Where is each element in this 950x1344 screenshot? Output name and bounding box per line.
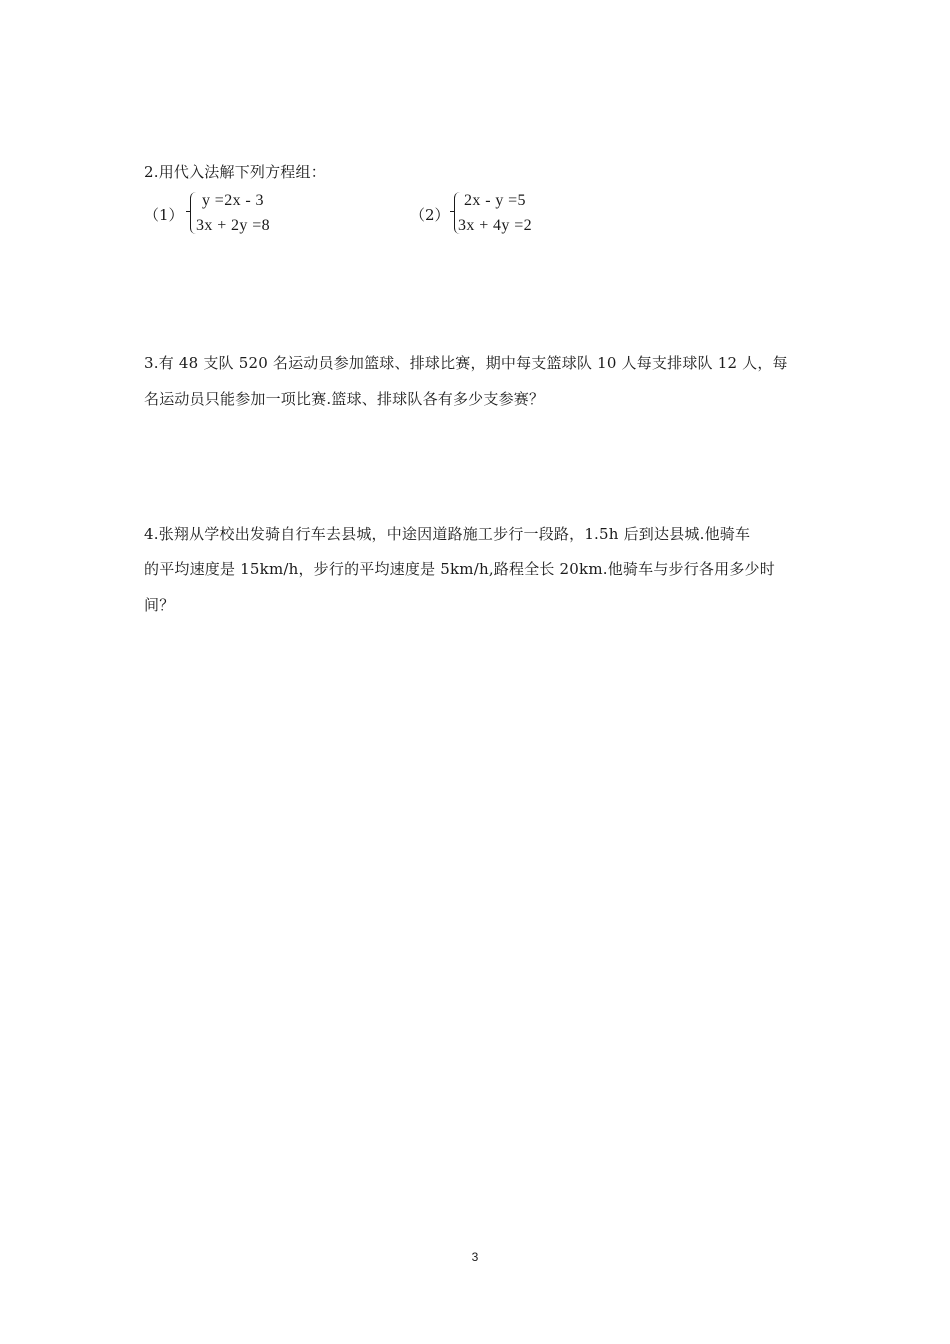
question-4-line-2: 的平均速度是 15km/h，步行的平均速度是 5km/h,路程全长 20km.他骑车与步行各用多少时 — [144, 560, 775, 578]
page-number: 3 — [471, 1250, 479, 1264]
question-4-line-3: 间？ — [144, 596, 175, 614]
system-2-equation-1: 2x - y =5 — [464, 192, 526, 209]
equation-system-1 — [144, 190, 344, 242]
system-2-equation-2: 3x + 4y =2 — [458, 217, 533, 234]
question-4-line-1: 4.张翔从学校出发骑自行车去县城，中途因道路施工步行一段路，1.5h 后到达县城.他骑车 — [144, 525, 751, 543]
system-2-label: （2） — [410, 206, 450, 224]
question-3-line-1: 3.有 48 支队 520 名运动员参加篮球、排球比赛，期中每支篮球队 10 人每支排球队 12 人，每 — [144, 354, 788, 372]
equation-system-2 — [410, 190, 610, 242]
question-3-line-2: 名运动员只能参加一项比赛.篮球、排球队各有多少支参赛？ — [144, 390, 545, 408]
system-1-equation-2: 3x + 2y =8 — [196, 217, 271, 234]
system-1-label: （1） — [144, 206, 184, 224]
system-1-equation-1: y =2x - 3 — [202, 192, 264, 209]
question-2-title: 2.用代入法解下列方程组： — [144, 163, 326, 181]
